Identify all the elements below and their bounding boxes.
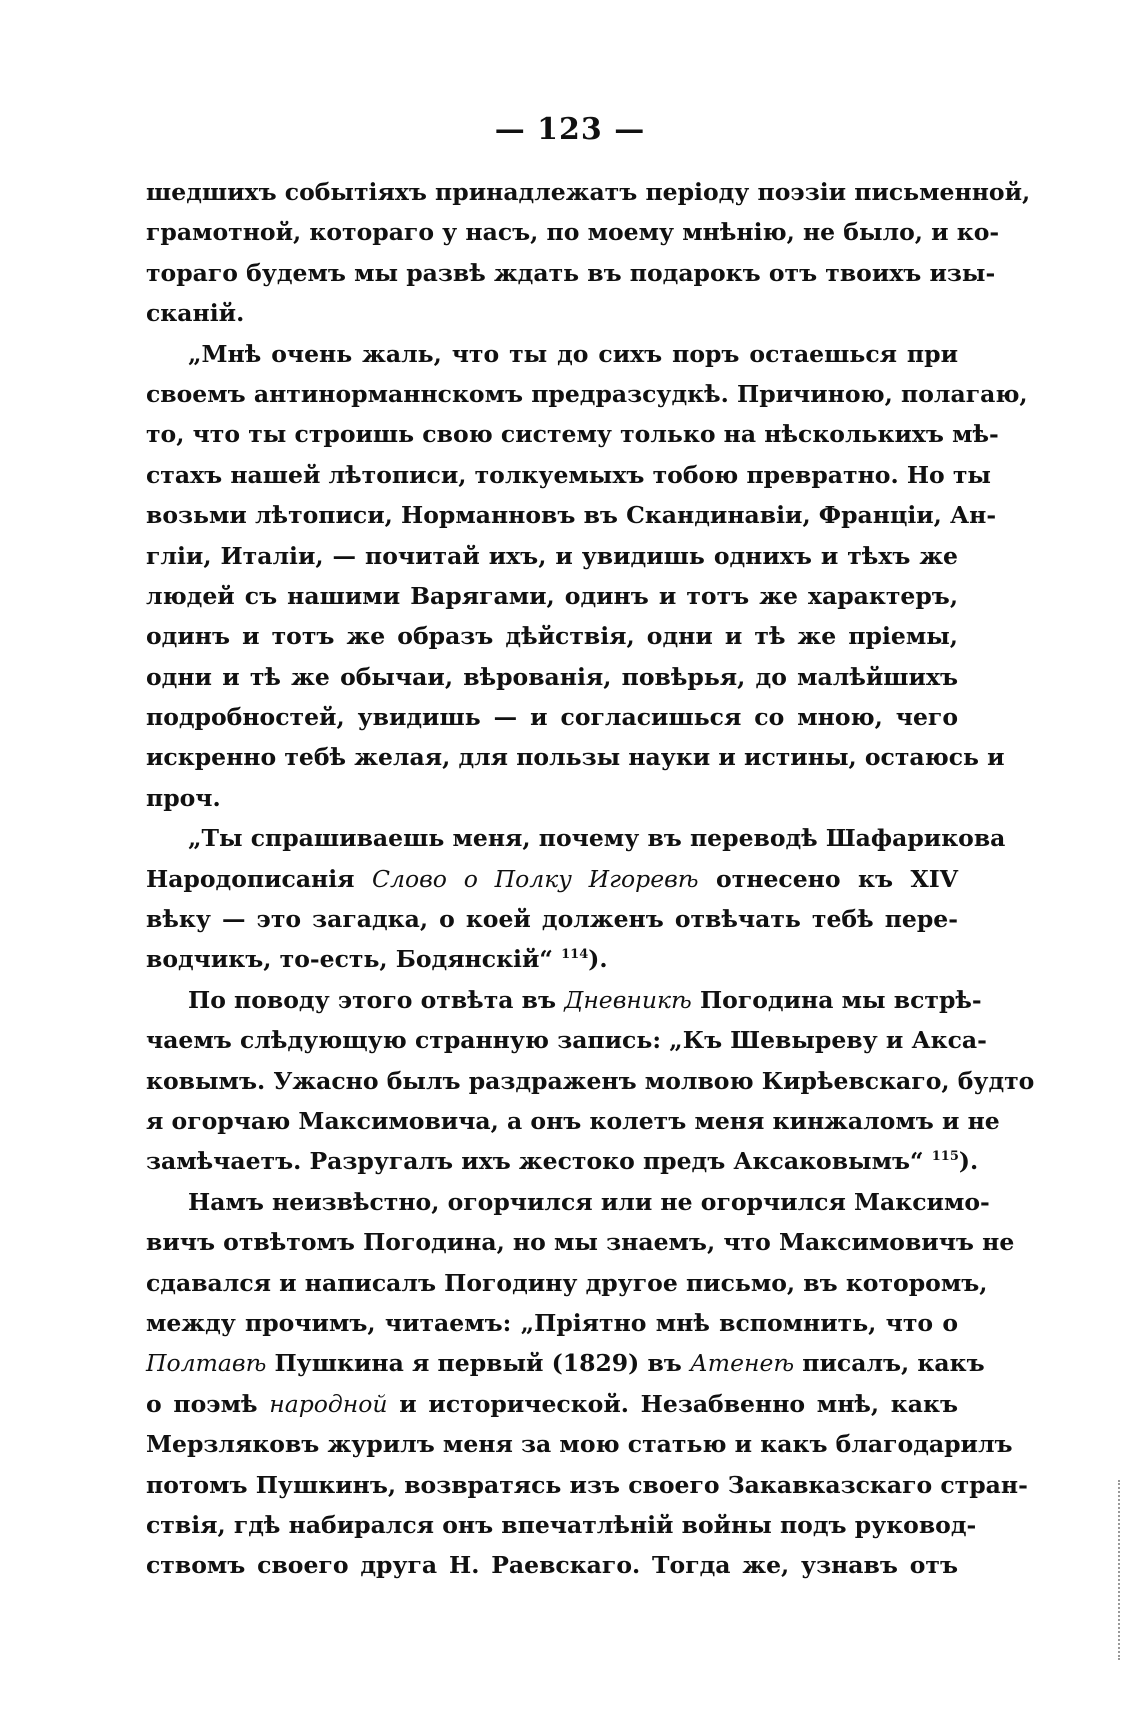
text-line: одни и тѣ же обычаи, вѣрованія, повѣрья, до малѣйшихъ (146, 662, 958, 691)
text-line: людей съ нашими Варягами, одинъ и тотъ же характеръ, (146, 581, 958, 610)
footnote-ref: 115 (931, 1149, 959, 1165)
text-line: ствомъ своего друга Н. Раевскаго. Тогда же, узнавъ отъ (146, 1551, 958, 1580)
text-line: я огорчаю Максимовича, а онъ колетъ меня кинжаломъ и не (146, 1106, 1000, 1135)
text-line: вичъ отвѣтомъ Погодина, но мы знаемъ, что Максимовичъ не (146, 1228, 1015, 1257)
text-line: между прочимъ, читаемъ: „Пріятно мнѣ вспомнить, что о (146, 1308, 958, 1337)
text-line: стахъ нашей лѣтописи, толкуемыхъ тобою превратно. Но ты (146, 460, 991, 489)
text-line: вѣку — это загадка, о коей долженъ отвѣчать тебѣ пере- (146, 905, 958, 934)
text-line: „Мнѣ очень жаль, что ты до сихъ поръ остаешься при (188, 339, 958, 368)
text-line: Полтавѣ Пушкина я первый (1829) въ Атенеѣ писалъ, какъ (146, 1349, 985, 1378)
text-line: о поэмѣ народной и исторической. Незабвенно мнѣ, какъ (146, 1389, 958, 1418)
text-line: грамотной, котораго у насъ, по моему мнѣнію, не было, и ко- (146, 218, 1000, 247)
text-line: ковымъ. Ужасно былъ раздраженъ молвою Кирѣевскаго, будто (146, 1066, 1035, 1095)
text-line: Мерзляковъ журилъ меня за мою статью и какъ благодарилъ (146, 1430, 1013, 1459)
text-line: водчикъ, то-есть, Бодянскій“ $^{114}$). (146, 945, 608, 974)
text-line: сканій. (146, 299, 245, 328)
body-text (146, 172, 1035, 1586)
text-line: искренно тебѣ желая, для пользы науки и истины, остаюсь и (146, 743, 1005, 772)
text-line: шедшихъ событіяхъ принадлежатъ періоду поэзіи письменной, (146, 178, 1031, 206)
footnote-ref: 114 (561, 947, 589, 963)
text-line: чаемъ слѣдующую странную запись: „Къ Шевыреву и Акса- (146, 1026, 987, 1055)
text-line: своемъ антинорманнскомъ предразсудкѣ. Причиною, полагаю, (146, 379, 1028, 408)
text-line: сдавался и написалъ Погодину другое письмо, въ которомъ, (146, 1268, 988, 1297)
text-line: подробностей, увидишь — и согласишься со мною, чего (146, 703, 958, 732)
text-line: Намъ неизвѣстно, огорчился или не огорчился Максимо- (188, 1187, 990, 1216)
scan-edge-marks (1116, 1480, 1120, 1660)
text-line: проч. (146, 783, 221, 812)
text-line: По поводу этого отвѣта въ Дневникѣ Погодина мы встрѣ- (188, 985, 982, 1014)
text-line: тораго будемъ мы развѣ ждать въ подарокъ отъ твоихъ изы- (146, 258, 996, 287)
text-line: возьми лѣтописи, Норманновъ въ Скандинавіи, Франціи, Ан- (146, 501, 997, 530)
text-line: замѣчаетъ. Разругалъ ихъ жестоко предъ Аксаковымъ“ $^{115}$). (146, 1147, 979, 1176)
text-line: потомъ Пушкинъ, возвратясь изъ своего Закавказскаго стран- (146, 1470, 1028, 1499)
text-line: Народописанія Слово о Полку Игоревѣ отнесено къ XIV (146, 864, 958, 893)
page-number: — 123 — (494, 112, 646, 147)
text-line: гліи, Италіи, — почитай ихъ, и увидишь однихъ и тѣхъ же (146, 541, 958, 570)
text-line: одинъ и тотъ же образъ дѣйствія, одни и тѣ же пріемы, (146, 622, 958, 651)
text-line: то, что ты строишь свою систему только на нѣсколькихъ мѣ- (146, 420, 999, 449)
text-line: „Ты спрашиваешь меня, почему въ переводѣ Шафарикова (188, 824, 1006, 853)
text-line: ствія, гдѣ набирался онъ впечатлѣній войны подъ руковод- (146, 1510, 977, 1539)
